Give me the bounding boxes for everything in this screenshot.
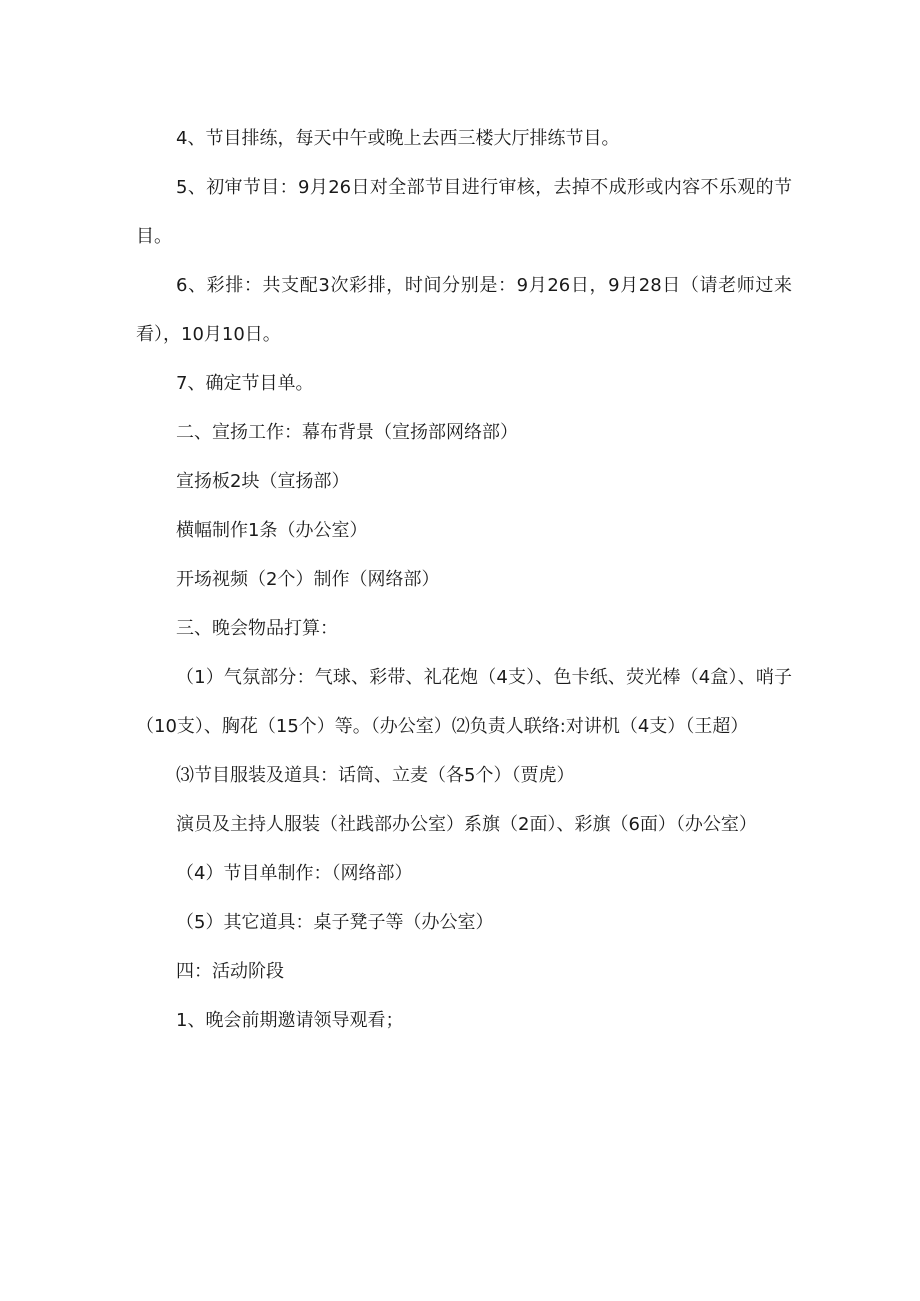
paragraph-preliminary-review: 5、初审节目：9月26日对全部节目进行审核，去掉不成形或内容不乐观的节目。	[136, 177, 792, 247]
paragraph-publicity-heading: 二、宣扬工作：幕布背景（宣扬部网络部）	[176, 422, 518, 443]
paragraph-dress-rehearsal: 6、彩排：共支配3次彩排，时间分别是：9月26日，9月28日（请老师过来看），10月10日。	[136, 275, 792, 345]
paragraph-opening-video: 开场视频（2个）制作（网络部）	[176, 569, 440, 590]
paragraph-activity-heading: 四：活动阶段	[176, 961, 284, 982]
paragraph-program-sheet: （4）节目单制作：（网络部）	[176, 863, 413, 884]
paragraph-other-props: （5）其它道具：桌子凳子等（办公室）	[176, 912, 494, 933]
paragraph-rehearsal: 4、节目排练，每天中午或晚上去西三楼大厅排练节目。	[176, 128, 620, 149]
paragraph-publicity-board: 宣扬板2块（宣扬部）	[176, 471, 350, 492]
paragraph-atmosphere-items: （1）气氛部分：气球、彩带、礼花炮（4支）、色卡纸、荧光棒（4盒）、哨子（10支）、胸花（15个）等。（办公室）⑵负责人联络:对讲机（4支）（王超）	[136, 667, 792, 737]
paragraph-costumes-props: ⑶节目服装及道具：话筒、立麦（各5个）（贾虎）	[176, 765, 575, 786]
paragraph-performer-costumes: 演员及主持人服装（社践部办公室）系旗（2面）、彩旗（6面）（办公室）	[176, 814, 757, 835]
paragraph-program-list: 7、确定节目单。	[176, 373, 314, 394]
paragraph-supplies-heading: 三、晚会物品打算：	[176, 618, 338, 639]
paragraph-invite-leaders: 1、晚会前期邀请领导观看；	[176, 1010, 404, 1031]
paragraph-banner: 横幅制作1条（办公室）	[176, 520, 368, 541]
document-body	[136, 114, 792, 1045]
